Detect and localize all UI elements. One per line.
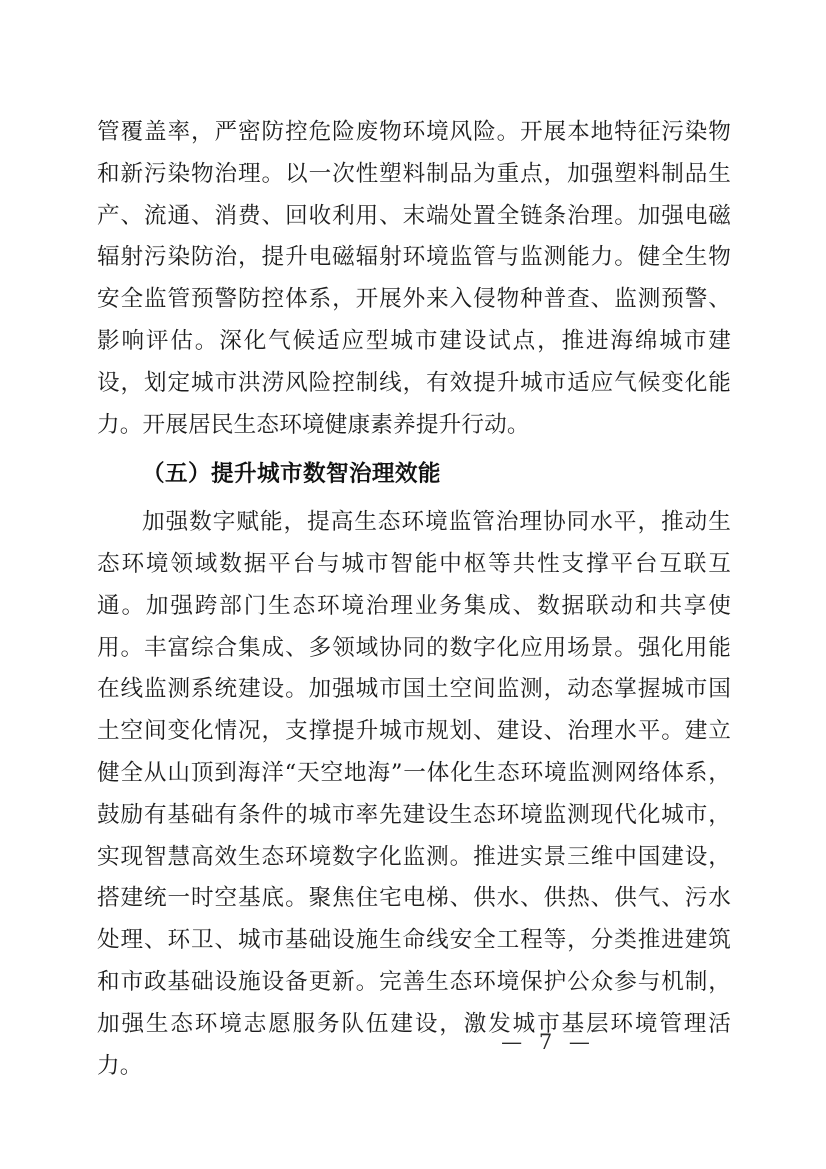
page-number: — 7 — — [501, 1030, 595, 1054]
page-footer — [0, 1030, 826, 1054]
body-paragraph-digital-governance: 加强数字赋能，提高生态环境监管治理协同水平，推动生态环境领域数据平台与城市智能中枢等共性支撑平台互联互通。加强跨部门生态环境治理业务集成、数据联动和共享使用。丰富综合集成、多领域协同的数字化应用场景。强化用能在线监测系统建设。加强城市国土空间监测，动态掌握城市国土空间变化情况，支撑提升城市规划、建设、治理水平。建立健全从山顶到海洋“天空地海”一体化生态环境监测网络体系，鼓励有基础有条件的城市率先建设生态环境监测现代化城市，实现智慧高效生态环境数字化监测。推进实景三维中国建设，搭建统一时空基底。聚焦住宅电梯、供水、供热、供气、污水处理、环卫、城市基础设施生命线安全工程等，分类推进建筑和市政基础设施设备更新。完善生态环境保护公众参与机制，加强生态环境志愿服务队伍建设，激发城市基层环境管理活力。 — [97, 509, 731, 1079]
body-paragraph-continued: 管覆盖率，严密防控危险废物环境风险。开展本地特征污染物和新污染物治理。以一次性塑料制品为重点，加强塑料制品生产、流通、消费、回收利用、末端处置全链条治理。加强电磁辐射污染防治，提升电磁辐射环境监管与监测能力。健全生物安全监管预警防控体系，开展外来入侵物种普查、监测预警、影响评估。深化气候适应型城市建设试点，推进海绵城市建设，划定城市洪涝风险控制线，有效提升城市适应气候变化能力。开展居民生态环境健康素养提升行动。 — [97, 119, 731, 438]
section-heading-five: （五）提升城市数智治理效能 — [142, 461, 441, 488]
page-content-area — [97, 112, 731, 1087]
heading-spacer-above — [97, 446, 731, 454]
